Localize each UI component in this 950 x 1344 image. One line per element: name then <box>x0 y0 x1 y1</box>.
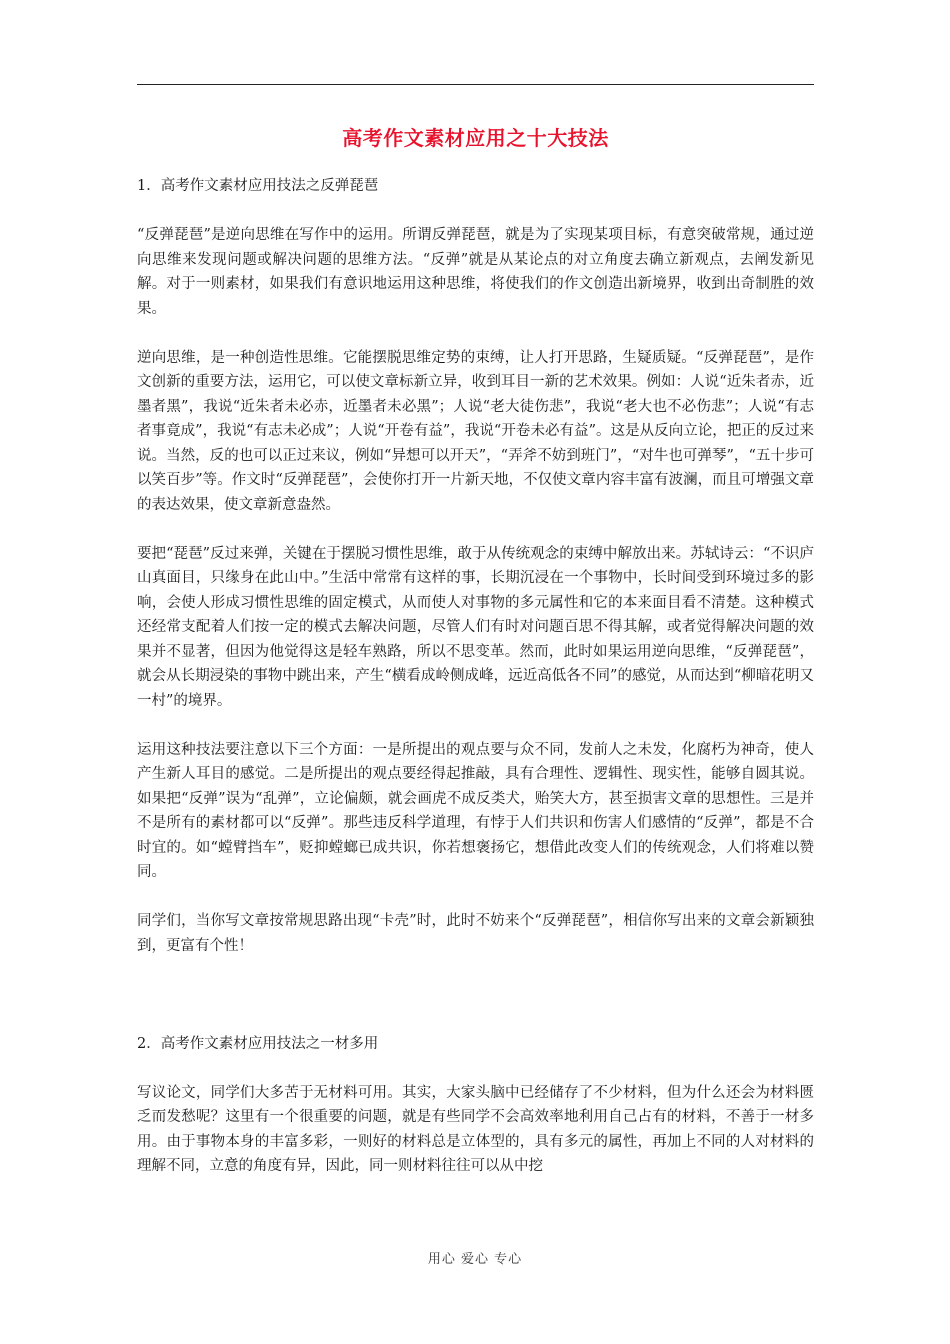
section-heading-1: 1．高考作文素材应用技法之反弹琵琶 <box>137 178 379 194</box>
document-body <box>137 174 814 1203</box>
section-spacer <box>137 983 814 1032</box>
paragraph: 同学们，当你写文章按常规思路出现“卡壳”时，此时不妨来个“反弹琵琶”，相信你写出来的文章会新颖独到，更富有个性！ <box>137 913 814 954</box>
header-rule <box>137 84 814 85</box>
section-heading-2: 2．高考作文素材应用技法之一材多用 <box>137 1035 379 1052</box>
paragraph: 运用这种技法要注意以下三个方面：一是所提出的观点要与众不同，发前人之未发，化腐朽为神奇，使人产生新人耳目的感觉。二是所提出的观点要经得起推敲，具有合理性、逻辑性、现实性，能够自圆其说。如果把“反弹”误为“乱弹”，立论偏颇，就会画虎不成反类犬，贻笑大方，甚至损害文章的思想性。三是并不是所有的素材都可以“反弹”。那些违反科学道理，有悖于人们共识和伤害人们感情的“反弹”，都是不合时宜的。如“螳臂挡车”，贬抑螳螂已成共识，你若想褒扬它，想借此改变人们的传统观念，人们将难以赞同。 <box>137 741 814 880</box>
document-title: 高考作文素材应用之十大技法 <box>342 126 609 150</box>
paragraph: 逆向思维，是一种创造性思维。它能摆脱思维定势的束缚，让人打开思路，生疑质疑。“反弹琵琶”，是作文创新的重要方法，运用它，可以使文章标新立异，收到耳目一新的艺术效果。例如：人说“近朱者赤，近墨者黑”，我说“近朱者未必赤，近墨者未必黑”；人说“老大徒伤悲”，我说“老大也不必伤悲”；人说“有志者事竟成”，我说“有志未必成”；人说“开卷有益”，我说“开卷未必有益”。这是从反向立论，把正的反过来说。当然，反的也可以正过来议，例如“异想可以开天”，“弄斧不妨到班门”，“对牛也可弹琴”，“五十步可以笑百步”等。作文时“反弹琵琶”，会使你打开一片新天地，不仅使文章内容丰富有波澜，而且可增强文章的表达效果，使文章新意盎然。 <box>137 349 815 513</box>
paragraph: 要把“琵琶”反过来弹，关键在于摆脱习惯性思维，敢于从传统观念的束缚中解放出来。苏轼诗云：“不识庐山真面目，只缘身在此山中。”生活中常常有这样的事，长期沉浸在一个事物中，长时间受到环境过多的影响，会使人形成习惯性思维的固定模式，从而使人对事物的多元属性和它的本来面目看不清楚。这种模式还经常支配着人们按一定的模式去解决问题，尽管人们有时对问题百思不得其解，或者觉得解决问题的效果并不显著，但因为他觉得这是轻车熟路，所以不思变革。然而，此时如果运用逆向思维，“反弹琵琶”，就会从长期浸染的事物中跳出来，产生“横看成岭侧成峰，远近高低各不同”的感觉，从而达到“柳暗花明又一村”的境界。 <box>137 545 815 709</box>
page-footer: 用心 爱心 专心 <box>427 1252 523 1267</box>
paragraph: “反弹琵琶”是逆向思维在写作中的运用。所谓反弹琵琶，就是为了实现某项目标，有意突破常规，通过逆向思维来发现问题或解决问题的思维方法。“反弹”就是从某论点的对立角度去确立新观点，去阐发新见解。对于一则素材，如果我们有意识地运用这种思维，将使我们的作文创造出新境界，收到出奇制胜的效果。 <box>137 227 814 317</box>
paragraph: 写议论文，同学们大多苦于无材料可用。其实，大家头脑中已经储存了不少材料，但为什么还会为材料匮乏而发愁呢？这里有一个很重要的问题，就是有些同学不会高效率地利用自己占有的材料，不善于一材多用。由于事物本身的丰富多彩，一则好的材料总是立体型的，具有多元的属性，再加上不同的人对材料的理解不同，立意的角度有异，因此，同一则材料往往可以从中挖 <box>137 1084 814 1174</box>
